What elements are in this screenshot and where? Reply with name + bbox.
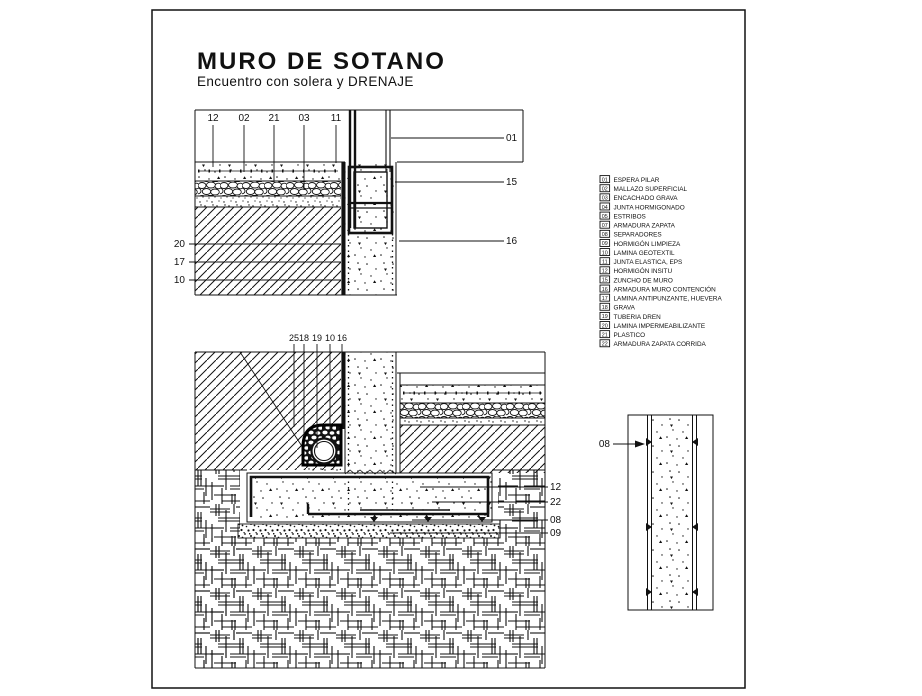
- legend-number: 05: [601, 213, 608, 220]
- legend-number: 01: [601, 177, 608, 184]
- callout: 21: [268, 113, 280, 124]
- separator-detail: [599, 415, 713, 610]
- legend-row: [600, 284, 716, 293]
- legend-number: 16: [601, 286, 608, 293]
- legend-label: PLASTICO: [613, 332, 646, 340]
- callout: 15: [506, 177, 518, 188]
- legend-label: ENCACHADO GRAVA: [613, 195, 678, 203]
- legend-label: MALLAZO SUPERFICIAL: [613, 186, 688, 194]
- legend-label: LAMINA IMPERMEABILIZANTE: [613, 322, 706, 330]
- legend-row: [600, 221, 676, 229]
- callout: 16: [336, 333, 348, 343]
- callout: 17: [173, 257, 185, 268]
- callout: 16: [506, 236, 518, 247]
- legend-row: [600, 203, 685, 211]
- legend-number: 17: [601, 295, 608, 302]
- callout: 18: [298, 333, 310, 343]
- legend-number: 10: [601, 250, 608, 257]
- legend-label: ARMADURA ZAPATA CORRIDA: [613, 341, 706, 349]
- legend-row: [600, 176, 660, 184]
- legend-label: LAMINA GEOTEXTIL: [613, 249, 675, 257]
- callout: 12: [207, 113, 219, 124]
- legend-number: 02: [601, 186, 608, 193]
- legend-row: [600, 258, 682, 266]
- legend-row: [600, 239, 681, 248]
- callout: 02: [238, 113, 250, 124]
- legend-label: ZUNCHO DE MURO: [613, 277, 673, 285]
- legend-number: 21: [601, 332, 608, 339]
- callout: 10: [173, 275, 185, 286]
- legend-row: [600, 340, 707, 348]
- callout: 03: [298, 113, 310, 124]
- legend-number: 04: [601, 204, 608, 211]
- page-title: MURO DE SOTANO: [197, 48, 446, 75]
- legend-label: GRAVA: [613, 304, 635, 312]
- legend-number: 18: [601, 305, 608, 312]
- legend-label: ESTRIBOS: [613, 213, 646, 221]
- top-detail: [174, 110, 523, 295]
- callout: 11: [330, 113, 342, 124]
- callout: 19: [311, 333, 323, 343]
- callout: 08: [550, 515, 562, 526]
- legend-label: TUBERIA DREN: [613, 313, 661, 321]
- legend-row: [600, 194, 678, 202]
- legend-number: 20: [601, 323, 608, 330]
- legend-row: [600, 185, 687, 193]
- legend-label: JUNTA HORMIGONADO: [613, 204, 685, 212]
- legend-row: [600, 322, 705, 330]
- legend-row: [600, 276, 673, 284]
- legend-row: [600, 312, 661, 320]
- legend-label: SEPARADORES: [613, 231, 662, 239]
- bottom-detail: [195, 333, 562, 668]
- leader-arrow: [635, 441, 645, 448]
- legend-number: 22: [601, 341, 608, 348]
- legend-row: [600, 249, 675, 257]
- legend-row: [600, 303, 636, 311]
- legend-label: LAMINA ANTIPUNZANTE, HUEVERA: [613, 295, 722, 303]
- legend-number: 07: [601, 223, 608, 229]
- callout: 08: [598, 439, 610, 450]
- legend-number: 12: [601, 268, 608, 275]
- legend-label: HORMIGÓN LIMPIEZA: [613, 240, 681, 248]
- legend-label: ESPERA PILAR: [613, 177, 660, 184]
- callout: 22: [550, 497, 562, 508]
- legend-row: [600, 266, 672, 275]
- legend-row: [600, 331, 645, 339]
- legend-number: 19: [601, 314, 608, 321]
- blinding-layer: [238, 524, 500, 538]
- callout: 12: [550, 482, 562, 493]
- legend-label: ARMADURA MURO CONTENCIÓN: [613, 286, 716, 294]
- callout-leaders-right: [391, 138, 504, 241]
- legend-row: [600, 212, 646, 220]
- legend-number: 08: [601, 232, 608, 239]
- legend-row: [600, 294, 723, 302]
- page-subtitle: Encuentro con solera y DRENAJE: [197, 74, 414, 89]
- legend-number: 15: [601, 277, 608, 284]
- callout: 20: [173, 239, 185, 250]
- callout: 25: [288, 333, 300, 343]
- callout: 01: [506, 133, 518, 144]
- legend-number: 11: [601, 259, 608, 266]
- legend-number: 03: [601, 195, 608, 202]
- callout: 10: [324, 333, 336, 343]
- legend-label: ARMADURA ZAPATA: [613, 222, 675, 230]
- legend: [600, 176, 723, 349]
- legend-row: [600, 230, 662, 238]
- legend-number: 09: [601, 241, 608, 248]
- legend-label: JUNTA ELASTICA, EPS: [613, 259, 683, 267]
- legend-label: HORMIGÓN INSITU: [613, 268, 673, 276]
- callout: 09: [550, 528, 562, 539]
